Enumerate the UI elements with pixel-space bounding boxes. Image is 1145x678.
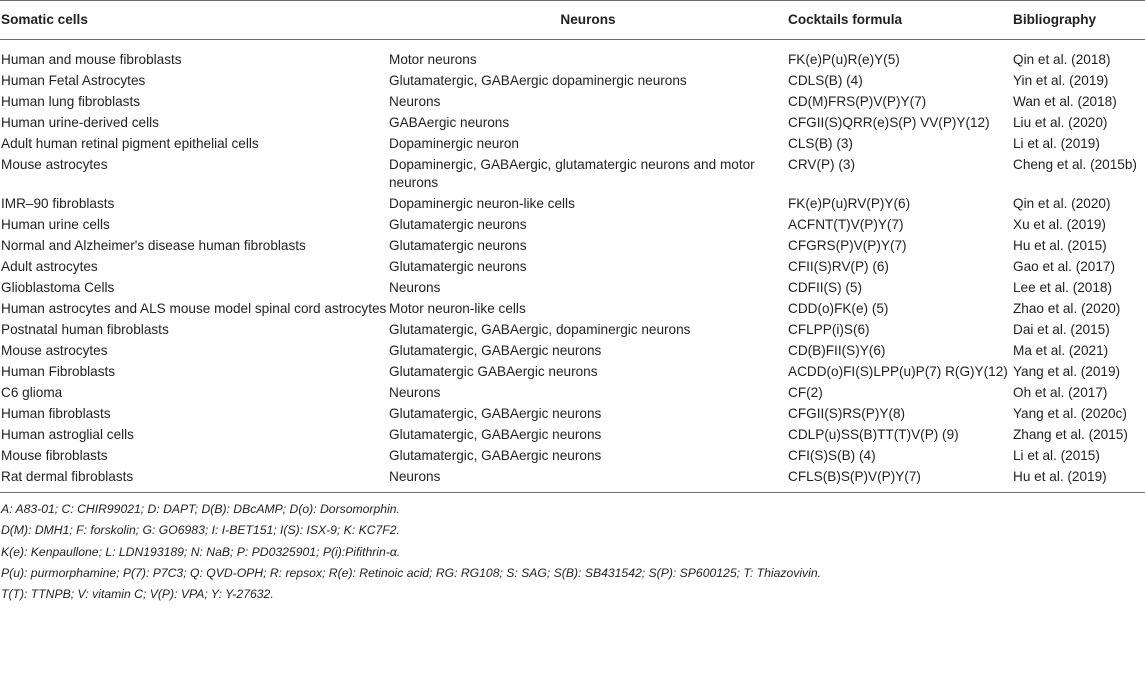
header-row	[0, 1, 1145, 40]
table-row	[0, 466, 1145, 493]
footnote-line: A: A83-01; C: CHIR99021; D: DAPT; D(B): DBcAMP; D(o): Dorsomorphin.	[1, 502, 400, 516]
cell-bibliography: Xu et al. (2019)	[1013, 217, 1106, 232]
cell-neurons: Motor neuron-like cells	[389, 301, 526, 316]
table-row	[0, 154, 1145, 193]
table-row	[0, 70, 1145, 91]
table-row	[0, 214, 1145, 235]
cell-cocktails-formula: CD(B)FII(S)Y(6)	[788, 343, 886, 358]
cell-somatic-cells: Postnatal human fibroblasts	[1, 322, 169, 337]
cell-bibliography: Li et al. (2019)	[1013, 136, 1100, 151]
cell-neurons: Glutamatergic, GABAergic neurons	[389, 448, 602, 463]
cell-cocktails-formula: CLS(B) (3)	[788, 136, 853, 151]
cell-bibliography: Yang et al. (2020c)	[1013, 406, 1127, 421]
cell-neurons: Glutamatergic neurons	[389, 217, 527, 232]
cell-bibliography: Liu et al. (2020)	[1013, 115, 1108, 130]
table-row	[0, 298, 1145, 319]
cell-cocktails-formula: CFGII(S)QRR(e)S(P) VV(P)Y(12)	[788, 115, 990, 130]
table-body	[0, 40, 1145, 493]
cell-cocktails-formula: CFII(S)RV(P) (6)	[788, 259, 889, 274]
header-cocktails-formula: Cocktails formula	[787, 1, 1012, 40]
header-bibliography: Bibliography	[1012, 1, 1145, 40]
cell-bibliography: Lee et al. (2018)	[1013, 280, 1112, 295]
cell-cocktails-formula: FK(e)P(u)RV(P)Y(6)	[788, 196, 911, 211]
cell-cocktails-formula: CFLPP(i)S(6)	[788, 322, 870, 337]
footnote-line: D(M): DMH1; F: forskolin; G: GO6983; I: I-BET151; I(S): ISX-9; K: KC7F2.	[1, 523, 400, 538]
cell-cocktails-formula: CDFII(S) (5)	[788, 280, 863, 295]
table-row	[0, 277, 1145, 298]
cell-cocktails-formula: CFGII(S)RS(P)Y(8)	[788, 406, 906, 421]
cell-cocktails-formula: CFI(S)S(B) (4)	[788, 448, 876, 463]
cell-somatic-cells: IMR–90 fibroblasts	[1, 196, 115, 211]
cell-somatic-cells: Rat dermal fibroblasts	[0, 466, 388, 493]
table-row	[0, 361, 1145, 382]
cell-neurons: Glutamatergic, GABAergic dopaminergic neurons	[389, 73, 687, 88]
cell-bibliography: Hu et al. (2015)	[1013, 238, 1107, 253]
cell-bibliography: Li et al. (2015)	[1013, 448, 1100, 463]
header-somatic-cells: Somatic cells	[0, 1, 388, 40]
cell-somatic-cells: Human and mouse fibroblasts	[1, 52, 182, 67]
table-row	[0, 319, 1145, 340]
cell-bibliography: Cheng et al. (2015b)	[1013, 157, 1137, 172]
table-row	[0, 133, 1145, 154]
cell-cocktails-formula: CDLP(u)SS(B)TT(T)V(P) (9)	[788, 427, 959, 442]
cell-cocktails-formula: CDLS(B) (4)	[788, 73, 863, 88]
cell-bibliography: Dai et al. (2015)	[1013, 322, 1110, 337]
cell-somatic-cells: Mouse astrocytes	[1, 157, 108, 172]
cell-bibliography: Yang et al. (2019)	[1013, 364, 1121, 379]
cell-neurons: Glutamatergic neurons	[389, 259, 527, 274]
table-row	[0, 382, 1145, 403]
cell-neurons: Glutamatergic, GABAergic neurons	[389, 427, 602, 442]
cell-bibliography: Hu et al. (2019)	[1012, 466, 1145, 493]
footnote-line: T(T): TTNPB; V: vitamin C; V(P): VPA; Y: Y-27632.	[1, 587, 274, 602]
cell-neurons: Dopaminergic, GABAergic, glutamatergic neurons and motor neurons	[389, 157, 755, 190]
cell-somatic-cells: Mouse fibroblasts	[1, 448, 108, 463]
cell-neurons: GABAergic neurons	[389, 115, 510, 130]
cell-neurons: Neurons	[389, 94, 441, 109]
cell-bibliography: Oh et al. (2017)	[1013, 385, 1108, 400]
cell-cocktails-formula: CFGRS(P)V(P)Y(7)	[788, 238, 907, 253]
cell-bibliography: Zhang et al. (2015)	[1013, 427, 1128, 442]
cell-somatic-cells: Glioblastoma Cells	[1, 280, 115, 295]
table-row	[0, 235, 1145, 256]
cell-neurons: Motor neurons	[389, 52, 477, 67]
table-row	[0, 256, 1145, 277]
cell-somatic-cells: Mouse astrocytes	[1, 343, 108, 358]
cell-bibliography: Qin et al. (2018)	[1013, 52, 1111, 67]
cell-neurons: Glutamatergic, GABAergic neurons	[389, 343, 602, 358]
cell-bibliography: Gao et al. (2017)	[1013, 259, 1116, 274]
cell-somatic-cells: Human Fetal Astrocytes	[1, 73, 146, 88]
cell-neurons: Glutamatergic neurons	[389, 238, 527, 253]
cell-cocktails-formula: CD(M)FRS(P)V(P)Y(7)	[788, 94, 927, 109]
table-row	[0, 424, 1145, 445]
cell-somatic-cells: Human fibroblasts	[1, 406, 111, 421]
cell-bibliography: Yin et al. (2019)	[1013, 73, 1109, 88]
cell-somatic-cells: Human Fibroblasts	[1, 364, 116, 379]
cell-neurons: Glutamatergic GABAergic neurons	[389, 364, 598, 379]
cell-neurons: Glutamatergic, GABAergic neurons	[389, 406, 602, 421]
table-row	[0, 40, 1145, 71]
cell-cocktails-formula: CF(2)	[788, 385, 823, 400]
footnote-line: K(e): Kenpaullone; L: LDN193189; N: NaB; P: PD0325901; P(i):Pifithrin-α.	[1, 544, 401, 559]
header-neurons: Neurons	[388, 1, 787, 40]
table-header	[0, 1, 1145, 40]
table-row	[0, 112, 1145, 133]
cell-somatic-cells: C6 glioma	[1, 385, 63, 400]
footnote-line: P(u): purmorphamine; P(7): P7C3; Q: QVD-OPH; R: repsox; R(e): Retinoic acid; RG: RG108; S: SAG; S(B): SB431542; S(P): SP600125; T: Thiazovivin.	[1, 565, 822, 580]
cell-cocktails-formula: ACFNT(T)V(P)Y(7)	[788, 217, 904, 232]
cell-bibliography: Wan et al. (2018)	[1013, 94, 1117, 109]
cell-cocktails-formula: CDD(o)FK(e) (5)	[788, 301, 889, 316]
cell-somatic-cells: Human astrocytes and ALS mouse model spinal cord astrocytes	[1, 301, 387, 316]
cell-somatic-cells: Human urine cells	[1, 217, 110, 232]
cell-neurons: Dopaminergic neuron	[389, 136, 519, 151]
cell-cocktails-formula: CRV(P) (3)	[788, 157, 855, 172]
cell-neurons: Glutamatergic, GABAergic, dopaminergic neurons	[389, 322, 691, 337]
table-row	[0, 403, 1145, 424]
cell-cocktails-formula: FK(e)P(u)R(e)Y(5)	[788, 52, 900, 67]
table-footnotes	[0, 499, 1145, 605]
cell-neurons: Dopaminergic neuron-like cells	[389, 196, 575, 211]
cell-somatic-cells: Human astroglial cells	[1, 427, 134, 442]
cell-bibliography: Ma et al. (2021)	[1013, 343, 1109, 358]
cell-somatic-cells: Adult human retinal pigment epithelial cells	[1, 136, 259, 151]
table-row	[0, 445, 1145, 466]
cell-somatic-cells: Adult astrocytes	[1, 259, 98, 274]
cell-neurons: Neurons	[388, 466, 787, 493]
cell-neurons: Neurons	[389, 385, 441, 400]
cell-cocktails-formula: ACDD(o)FI(S)LPP(u)P(7) R(G)Y(12)	[788, 364, 1008, 379]
table-row	[0, 91, 1145, 112]
cell-neurons: Neurons	[389, 280, 441, 295]
cell-bibliography: Zhao et al. (2020)	[1013, 301, 1121, 316]
cell-somatic-cells: Human urine-derived cells	[1, 115, 159, 130]
table-row	[0, 193, 1145, 214]
cell-cocktails-formula: CFLS(B)S(P)V(P)Y(7)	[787, 466, 1012, 493]
cell-bibliography: Qin et al. (2020)	[1013, 196, 1111, 211]
table-row	[0, 340, 1145, 361]
cell-somatic-cells: Normal and Alzheimer's disease human fibroblasts	[1, 238, 306, 253]
cell-somatic-cells: Human lung fibroblasts	[1, 94, 141, 109]
